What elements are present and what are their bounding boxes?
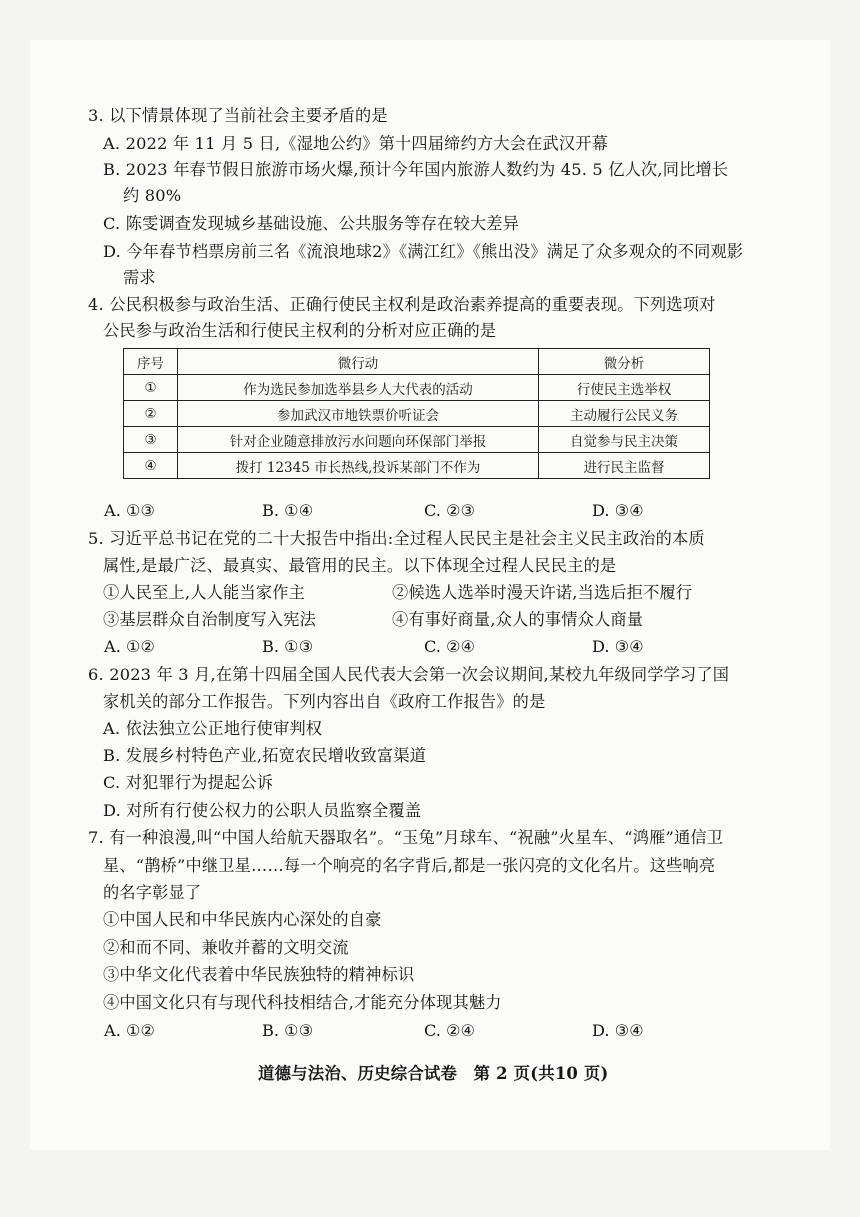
q5-option-b: B. ①③	[262, 637, 314, 656]
q5-item-4: ④有事好商量,众人的事情众人商量	[392, 610, 644, 629]
table-header-cell: 序号	[124, 349, 178, 375]
q6-option-a: A. 依法独立公正地行使审判权	[103, 719, 323, 738]
q3-stem: 3. 以下情景体现了当前社会主要矛盾的是	[88, 106, 388, 125]
q4-stem-line1: 4. 公民积极参与政治生活、正确行使民主权利是政治素养提高的重要表现。下列选项对	[88, 295, 716, 314]
q5-stem-line2: 属性,是最广泛、最真实、最管用的民主。以下体现全过程人民民主的是	[103, 556, 617, 575]
q5-option-a: A. ①②	[104, 637, 156, 656]
q4-option-d: D. ③④	[592, 501, 644, 520]
q6-stem-line1: 6. 2023 年 3 月,在第十四届全国人民代表大会第一次会议期间,某校九年级同学学习了国	[88, 665, 730, 684]
q4-option-c: C. ②③	[424, 501, 476, 520]
q6-option-c: C. 对犯罪行为提起公诉	[103, 773, 274, 792]
q4-option-a: A. ①③	[104, 501, 156, 520]
q4-table	[123, 348, 710, 479]
q7-option-c: C. ②④	[424, 1021, 476, 1040]
q5-option-c: C. ②④	[424, 637, 476, 656]
table-cell: ④	[124, 453, 178, 479]
page-footer: 道德与法治、历史综合试卷 第 2 页(共10 页)	[258, 1064, 609, 1083]
q3-option-d-line2: 需求	[123, 268, 156, 287]
q7-item-1: ①中国人民和中华民族内心深处的自豪	[103, 910, 382, 929]
q6-option-d: D. 对所有行使公权力的公职人员监察全覆盖	[103, 801, 422, 820]
q6-stem-line2: 家机关的部分工作报告。下列内容出自《政府工作报告》的是	[103, 692, 546, 711]
q7-stem-line2: 星、“鹊桥”中继卫星……每一个响亮的名字背后,都是一张闪亮的文化名片。这些响亮	[103, 856, 716, 875]
table-cell: 作为选民参加选举县乡人大代表的活动	[178, 375, 539, 401]
q3-option-a: A. 2022 年 11 月 5 日,《湿地公约》第十四届缔约方大会在武汉开幕	[103, 134, 609, 153]
q3-option-b-line1: B. 2023 年春节假日旅游市场火爆,预计今年国内旅游人数约为 45. 5 亿人次,同比增长	[103, 160, 729, 179]
table-cell: 主动履行公民义务	[539, 401, 710, 427]
q7-item-3: ③中华文化代表着中华民族独特的精神标识	[103, 965, 415, 984]
q5-option-d: D. ③④	[592, 637, 644, 656]
table-row	[124, 427, 710, 453]
table-cell: 行使民主选举权	[539, 375, 710, 401]
q7-option-d: D. ③④	[592, 1021, 644, 1040]
table-row	[124, 453, 710, 479]
table-header-cell: 微行动	[178, 349, 539, 375]
q4-option-b: B. ①④	[262, 501, 314, 520]
q5-item-1: ①人民至上,人人能当家作主	[103, 583, 305, 602]
table-header-row	[124, 349, 710, 375]
q5-stem-line1: 5. 习近平总书记在党的二十大报告中指出:全过程人民民主是社会主义民主政治的本质	[88, 529, 705, 548]
table-cell: ③	[124, 427, 178, 453]
q7-item-4: ④中国文化只有与现代科技相结合,才能充分体现其魅力	[103, 993, 502, 1012]
table-cell: 进行民主监督	[539, 453, 710, 479]
table-row	[124, 375, 710, 401]
q7-stem-line3: 的名字彰显了	[103, 883, 202, 902]
q7-stem-line1: 7. 有一种浪漫,叫“中国人给航天器取名”。“玉兔”月球车、“祝融”火星车、“鸿雁”通信卫	[88, 828, 724, 847]
table-cell: ②	[124, 401, 178, 427]
table-cell: 自觉参与民主决策	[539, 427, 710, 453]
q7-option-b: B. ①③	[262, 1021, 314, 1040]
q3-option-b-line2: 约 80%	[123, 186, 182, 205]
table-cell: 参加武汉市地铁票价听证会	[178, 401, 539, 427]
table-row	[124, 401, 710, 427]
table-cell: 针对企业随意排放污水问题向环保部门举报	[178, 427, 539, 453]
q3-option-c: C. 陈雯调查发现城乡基础设施、公共服务等存在较大差异	[103, 214, 519, 233]
q5-item-3: ③基层群众自治制度写入宪法	[103, 610, 317, 629]
q5-item-2: ②候选人选举时漫天许诺,当选后拒不履行	[392, 583, 693, 602]
q7-option-a: A. ①②	[104, 1021, 156, 1040]
q4-stem-line2: 公民参与政治生活和行使民主权利的分析对应正确的是	[103, 321, 497, 340]
table-cell: 拨打 12345 市长热线,投诉某部门不作为	[178, 453, 539, 479]
q7-item-2: ②和而不同、兼收并蓄的文明交流	[103, 938, 349, 957]
q6-option-b: B. 发展乡村特色产业,拓宽农民增收致富渠道	[103, 746, 427, 765]
table-cell: ①	[124, 375, 178, 401]
q3-option-d-line1: D. 今年春节档票房前三名《流浪地球2》《满江红》《熊出没》满足了众多观众的不同观影	[103, 242, 744, 261]
table-header-cell: 微分析	[539, 349, 710, 375]
